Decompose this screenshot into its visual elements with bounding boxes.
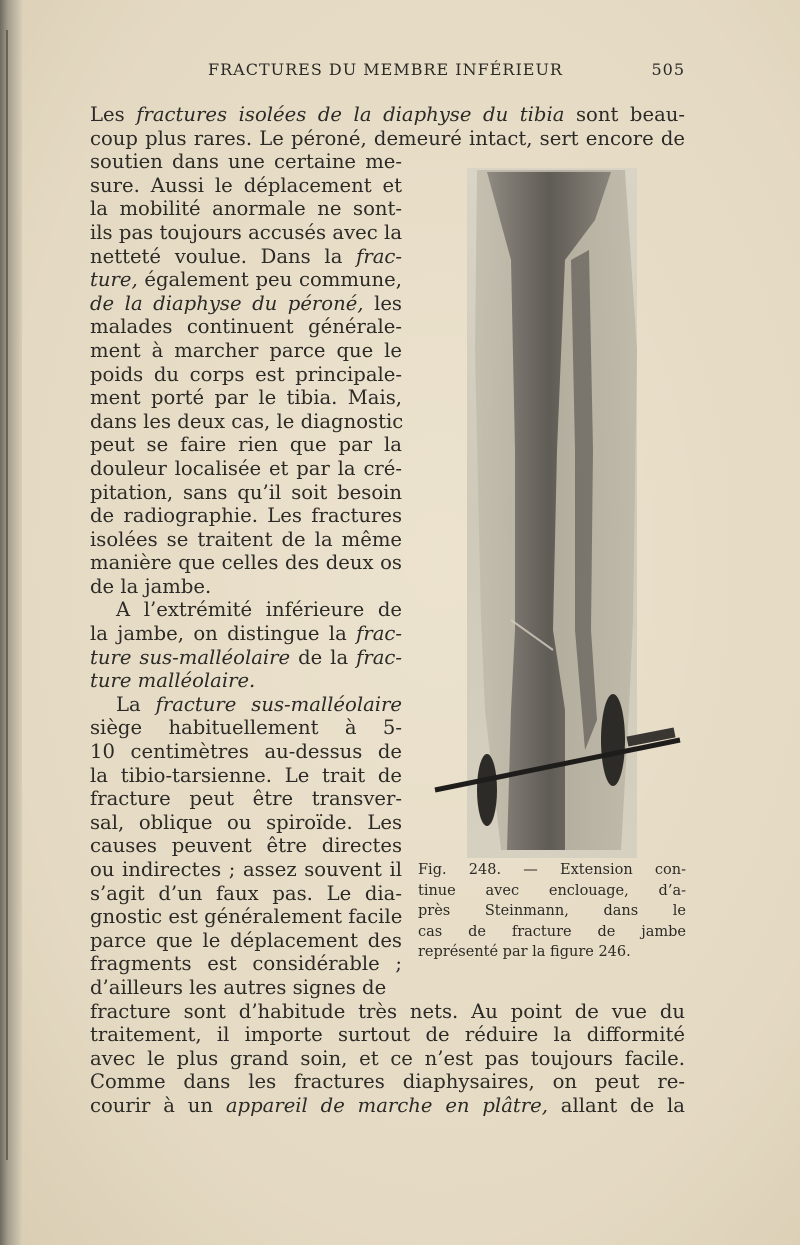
caption-line: Fig. 248. — Extension con- xyxy=(418,862,686,878)
text-run: sure. Aussi le déplacement et xyxy=(90,173,402,197)
text-line xyxy=(90,410,402,434)
text-run: fracture peut être transver- xyxy=(90,787,402,811)
text-line xyxy=(90,598,402,622)
text-line xyxy=(90,669,402,693)
text-line xyxy=(90,693,402,717)
text-line xyxy=(90,811,402,835)
text-run: manière que celles des deux os xyxy=(90,551,402,575)
text-run: isolées se traitent de la même xyxy=(90,527,402,551)
text-line xyxy=(90,1023,685,1047)
text-line xyxy=(90,882,402,906)
right-clamp xyxy=(601,694,625,786)
italic-text: ture, xyxy=(90,268,138,292)
italic-text: ture sus-malléolaire xyxy=(90,645,291,669)
text-run: dans les deux cas, le diagnostic xyxy=(90,409,404,433)
italic-text: frac- xyxy=(356,622,402,646)
text-run: parce que le déplacement des xyxy=(90,928,402,952)
text-run: avec le plus grand soin, et ce n’est pas toujours facile. xyxy=(90,1046,685,1070)
text-run: gnostic est généralement facile xyxy=(90,905,403,929)
text-line xyxy=(90,905,402,929)
text-line xyxy=(90,315,402,339)
text-line xyxy=(90,716,402,740)
text-run: la jambe, on distingue la xyxy=(90,622,357,646)
text-line xyxy=(90,740,402,764)
text-line xyxy=(90,127,685,151)
text-line xyxy=(90,858,402,882)
left-clamp xyxy=(477,754,497,826)
text-line xyxy=(90,646,402,670)
italic-text: fracture sus-malléolaire xyxy=(155,692,402,716)
text-run: la tibio-tarsienne. Le trait de xyxy=(90,763,402,787)
italic-text: ture malléolaire. xyxy=(90,669,256,693)
text-line xyxy=(90,150,402,174)
italic-text: fractures isolées de la diaphyse du tibia xyxy=(136,103,565,126)
text-line xyxy=(90,952,402,976)
running-title: FRACTURES DU MEMBRE INFÉRIEUR xyxy=(208,60,563,79)
text-line xyxy=(90,386,402,410)
text-run: la mobilité anormale ne sont- xyxy=(90,197,402,221)
text-line xyxy=(90,834,402,858)
text-run: sal, oblique ou spiroïde. Les xyxy=(90,810,402,834)
text-run: douleur localisée et par la cré- xyxy=(90,456,402,480)
text-run: d’ailleurs les autres signes de xyxy=(90,975,387,999)
text-run: de la jambe. xyxy=(90,574,212,598)
text-line xyxy=(90,221,402,245)
text-run: ils pas toujours accusés avec la xyxy=(90,220,402,244)
text-run: également peu commune, xyxy=(137,268,402,292)
text-run: ou indirectes ; assez souvent il xyxy=(90,858,402,881)
book-spine xyxy=(0,0,22,1245)
text-run: sont beau- xyxy=(564,103,685,126)
text-run: les xyxy=(363,291,402,315)
text-run: de la xyxy=(290,645,357,669)
text-line xyxy=(90,292,402,316)
text-line xyxy=(90,197,402,221)
text-run: 10 centimètres au-dessus de xyxy=(90,740,402,764)
text-run: siège habituellement à 5- xyxy=(90,716,402,740)
text-line xyxy=(90,764,402,788)
text-line xyxy=(90,1070,685,1094)
caption-line: près Steinmann, dans le xyxy=(418,903,686,919)
text-run: soutien dans une certaine me- xyxy=(90,150,402,174)
text-line xyxy=(90,551,402,575)
text-line xyxy=(90,363,402,387)
text-run: pitation, sans qu’il soit besoin xyxy=(90,480,402,504)
text-run: ment à marcher parce que le xyxy=(90,338,402,362)
text-line xyxy=(90,1047,685,1071)
text-run: ment porté par le tibia. Mais, xyxy=(90,386,402,410)
text-line xyxy=(90,528,402,552)
text-line xyxy=(90,929,402,953)
text-line xyxy=(90,339,402,363)
text-run: Les xyxy=(90,103,137,126)
text-line xyxy=(90,1000,685,1024)
text-line xyxy=(90,457,402,481)
text-run: fracture sont d’habitude très nets. Au point de vue du xyxy=(90,999,685,1023)
italic-text: appareil de marche en plâtre, xyxy=(225,1093,548,1117)
text-line xyxy=(90,976,402,1000)
text-line xyxy=(90,1094,685,1118)
text-line xyxy=(90,268,402,292)
text-line xyxy=(90,174,402,198)
text-run: causes peuvent être directes xyxy=(90,834,402,858)
text-run: malades continuent générale- xyxy=(90,315,402,339)
caption-line: représenté par la figure 246. xyxy=(418,944,631,960)
text-run: s’agit d’un faux pas. Le dia- xyxy=(90,881,402,905)
text-line xyxy=(90,433,402,457)
page-number: 505 xyxy=(651,60,685,79)
text-line xyxy=(90,103,685,127)
text-line xyxy=(90,245,402,269)
italic-text: frac- xyxy=(356,645,402,669)
text-run: coup plus rares. Le péroné, demeuré intact, sert encore de xyxy=(90,126,685,150)
text-line xyxy=(90,575,402,599)
text-run: allant de la xyxy=(547,1093,685,1117)
spine-crease xyxy=(6,30,8,1160)
text-run: de radiographie. Les fractures xyxy=(90,504,402,528)
xray-figure xyxy=(415,150,683,860)
text-run: poids du corps est principale- xyxy=(90,362,402,386)
caption-line: tinue avec enclouage, d’a- xyxy=(418,882,686,899)
page-header xyxy=(90,60,685,86)
figure-caption xyxy=(418,860,686,963)
text-line xyxy=(90,504,402,528)
text-run: peut se faire rien que par la xyxy=(90,433,402,457)
text-run: A l’extrémité inférieure de xyxy=(116,598,402,622)
text-line xyxy=(90,787,402,811)
text-run: courir à un xyxy=(90,1093,226,1117)
caption-line: cas de fracture de jambe xyxy=(418,923,686,940)
text-run: Comme dans les fractures diaphysaires, on peut re- xyxy=(90,1070,685,1094)
text-line xyxy=(90,481,402,505)
text-run: La xyxy=(116,692,156,716)
italic-text: frac- xyxy=(356,244,402,268)
text-run: netteté voulue. Dans la xyxy=(90,244,357,268)
italic-text: de la diaphyse du péroné, xyxy=(90,291,364,315)
text-run: traitement, il importe surtout de réduire la difformité xyxy=(90,1023,685,1047)
text-line xyxy=(90,622,402,646)
text-run: fragments est considérable ; xyxy=(90,952,402,976)
